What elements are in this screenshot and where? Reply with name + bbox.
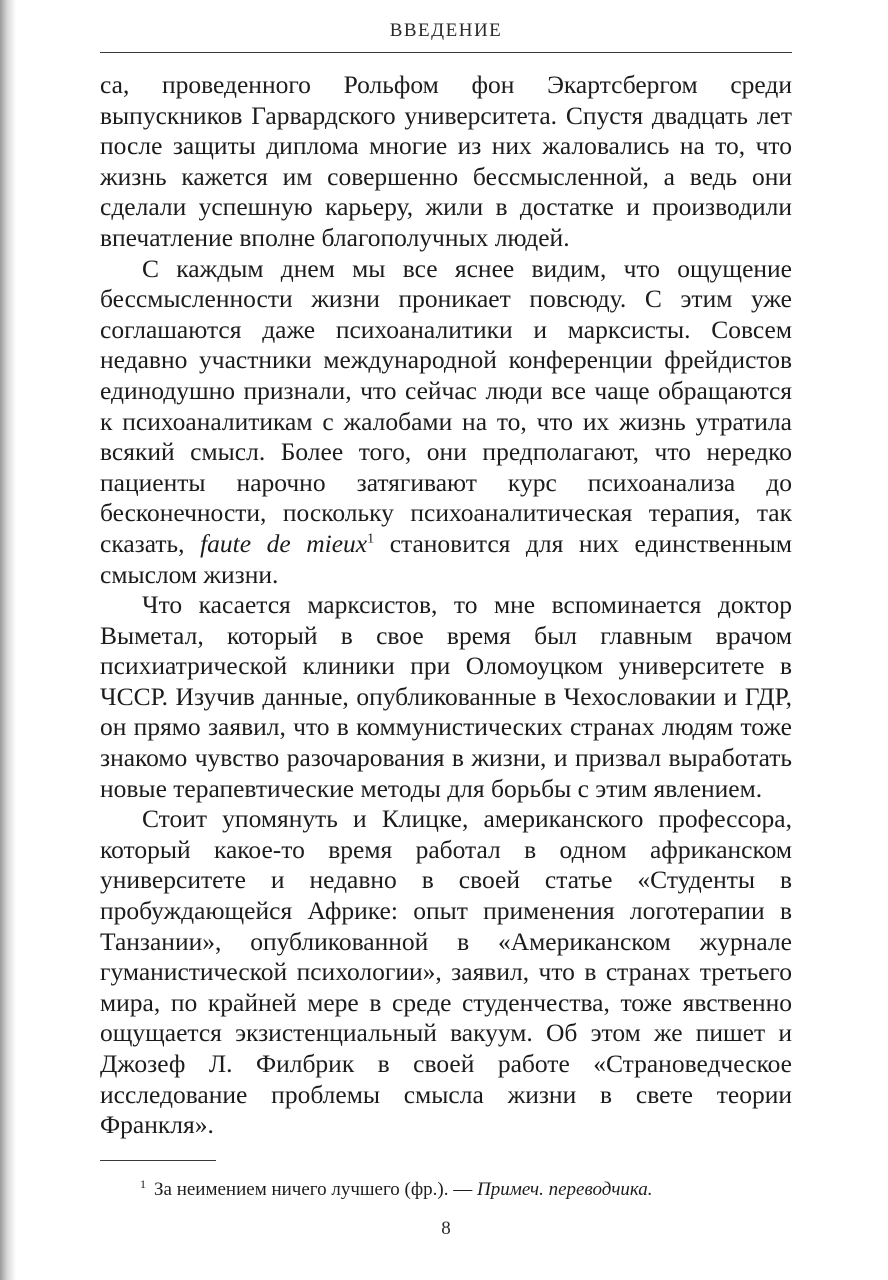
footnote-rule — [100, 1160, 216, 1161]
latin-phrase: faute de mieux — [200, 528, 368, 558]
body-text — [100, 70, 792, 1141]
header-rule — [100, 52, 792, 53]
footnote — [140, 1178, 800, 1202]
paragraph-4: Стоит упомянуть и Клицке, американского профессора, который какое-то время работал в одном африканском университете и недавно в своей статье «Студенты в пробуждающейся Африке: опыт применения логотерапии в Танзании», опубликованной в «Американском журнале гуманистической психологии», заявил, что в странах третьего мира, по крайней мере в среде студенчества, тоже явственно ощущается экзистенциальный вакуум. Об этом же пишет и Джозеф Л. Филбрик в своей работе «Страноведческое исследование проблемы смысла жизни в свете теории Франкля». — [100, 804, 792, 1140]
footnote-marker: 1 — [140, 1176, 146, 1191]
paragraph-2 — [100, 254, 792, 591]
running-head: ВВЕДЕНИЕ — [389, 20, 503, 41]
paragraph-2-text-b: становится для них единственным смыслом жизни. — [100, 528, 792, 589]
binding-shadow — [0, 0, 16, 1280]
footnote-text: За неимением ничего лучшего (фр.). — — [154, 1179, 477, 1200]
paragraph-1: са, проведенного Рольфом фон Экартсбергом среди выпускников Гарвардского университета. Спустя двадцать лет после защиты диплома многие из них жаловались на то, что жизнь кажется им совершенно бессмысленной, а ведь они сделали успешную карьеру, жили в достатке и производили впечатление вполне благополучных людей. — [100, 70, 792, 252]
footnote-attribution: Примеч. переводчика. — [477, 1179, 653, 1200]
paragraph-2-text-a: С каждым днем мы все яснее видим, что ощущение бессмысленности жизни проникает повсюду. С этим уже соглашаются даже психоаналитики и марксисты. Совсем недавно участники международной конференции фрейдистов единодушно признали, что сейчас люди все чаще обращаются к психоаналитикам с жалобами на то, что их жизнь утратила всякий смысл. Более того, они предполагают, что нередко пациенты нарочно затягивают курс психоанализа до бесконечности, поскольку психоаналитическая терапия, так сказать, — [100, 253, 792, 558]
footnote-reference[interactable]: 1 — [367, 531, 375, 547]
page-number: 8 — [441, 1218, 451, 1239]
paragraph-3: Что касается марксистов, то мне вспоминается доктор Выметал, который в свое время был главным врачом психиатрической клиники при Оломоуцком университете в ЧССР. Изучив данные, опубликованные в Чехословакии и ГДР, он прямо заявил, что в коммунистических странах людям тоже знакомо чувство разочарования в жизни, и призвал выработать новые терапевтические методы для борьбы с этим явлением. — [100, 590, 792, 803]
